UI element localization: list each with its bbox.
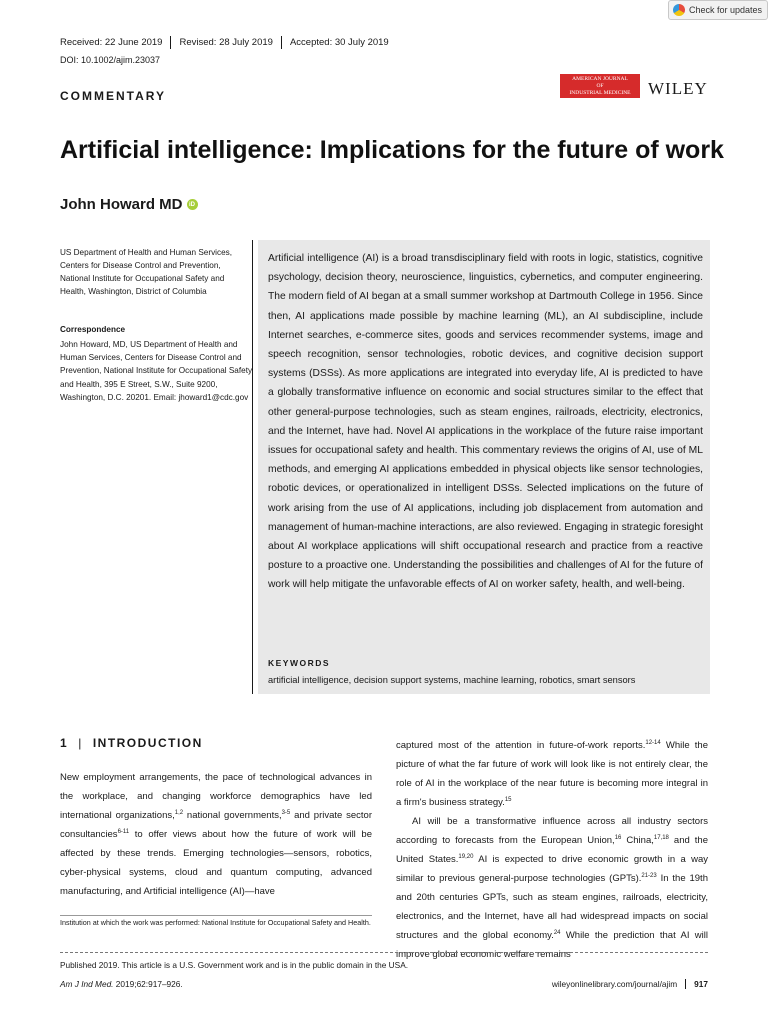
citation[interactable]: 24 bbox=[553, 929, 561, 936]
citation[interactable]: 15 bbox=[504, 796, 512, 803]
body-column-right bbox=[396, 736, 708, 964]
journal-logo bbox=[560, 74, 640, 98]
body-text: AI is expected to drive economic growth in a way similar to previous general-purpose technologies (GPTs). bbox=[396, 854, 709, 884]
citation[interactable]: 1,2 bbox=[174, 809, 184, 816]
author bbox=[60, 196, 198, 213]
abstract: Artificial intelligence (AI) is a broad transdisciplinary field with roots in logic, statistics, cognitive psychology, decision theory, neuroscience, linguistics, cybernetics, and computer engineering. The modern field of AI began at a small summer workshop at Dartmouth College in 1956. Since then, AI applications made possible by machine learning (ML), an AI subdiscipline, include Internet searches, e-commerce sites, goods and services recommender systems, image and speech recognition, sensor technologies, robotic devices, and cognitive decision support systems (DSSs). As more applications are integrated into everyday life, AI is predicted to have a globally transformative influence on economic and social structures similar to the effect that other general-purpose technologies, such as steam engines, railroads, electricity, electronics, and the Internet, have had. Novel AI applications in the workplace of the future raise important issues for occupational safety and health. This commentary reviews the origins of AI, use of ML methods, and emerging AI applications embedded in physical objects like sensor technologies, robotic devices, or operationalized in intelligent DSSs. Selected implications on the future of work arising from the use of AI applications, including job displacement from automation and management of human-machine interactions, are also reviewed. Engaging in strategic foresight about AI workplace applications will shift occupational research and practice from a reactive posture to a proactive one. Understanding the possibilities and challenges of AI for the future of work will help mitigate the unfavorable effects of AI on worker safety, health, and well-being. bbox=[268, 253, 703, 591]
citation[interactable]: 16 bbox=[614, 834, 622, 841]
body-text: China, bbox=[621, 835, 654, 846]
paragraph bbox=[396, 812, 708, 964]
citation[interactable]: 6-11 bbox=[117, 828, 130, 835]
journal-url[interactable]: wileyonlinelibrary.com/journal/ajim bbox=[551, 979, 678, 989]
body-text: and private sector consultancies bbox=[60, 810, 372, 840]
body-text: to offer views about how the future of work will be affected by these trends. Emerging technologies—sensors, robotics, cyber-physical systems, cloud and quantum computing, advanced manufacturing, and Artificial intelligence (AI)—have bbox=[60, 829, 372, 897]
citation[interactable]: 3-5 bbox=[281, 809, 291, 816]
journal-logo-line: AMERICAN JOURNAL bbox=[572, 75, 628, 82]
paragraph bbox=[396, 736, 708, 812]
correspondence: John Howard, MD, US Department of Health and Human Services, Centers for Disease Control and Prevention, National Institute for Occupational Safety and Health, 395 E Street, S.W., Suite 9200, Washington, D.C. 20201. Email: jhoward1@cdc.gov bbox=[60, 340, 253, 402]
citation-details: 2019;62:917–926. bbox=[113, 979, 183, 989]
footnote: Institution at which the work was performed: National Institute for Occupational Safety and Health. bbox=[60, 918, 371, 927]
author-name: John Howard MD bbox=[60, 196, 183, 213]
check-for-updates-label: Check for updates bbox=[689, 5, 763, 15]
footnote-rule bbox=[60, 915, 372, 916]
correspondence-heading: Correspondence bbox=[60, 325, 126, 334]
doi: DOI: 10.1002/ajim.23037 bbox=[60, 55, 161, 65]
published-note: Published 2019. This article is a U.S. Government work and is in the public domain in the USA. bbox=[60, 960, 409, 970]
article-dates bbox=[60, 36, 397, 49]
journal-abbrev: Am J Ind Med. bbox=[60, 979, 114, 989]
citation[interactable]: 12-14 bbox=[645, 739, 661, 746]
section-title: INTRODUCTION bbox=[92, 736, 203, 750]
body-text: In the 19th and 20th centuries GPTs, such as steam engines, railroads, electricity, electronics, and the Internet, have all had widespread impacts on social structures and the global economy. bbox=[396, 873, 708, 941]
revised-date: Revised: 28 July 2019 bbox=[170, 36, 280, 49]
body-text: and the United States. bbox=[396, 835, 708, 865]
check-for-updates-button[interactable] bbox=[668, 0, 768, 20]
section-separator: | bbox=[78, 736, 83, 750]
citation[interactable]: 21-23 bbox=[641, 872, 657, 879]
page-number: 917 bbox=[685, 979, 708, 989]
abstract-divider bbox=[252, 240, 253, 694]
citation[interactable]: 19,20 bbox=[458, 853, 474, 860]
section-label: COMMENTARY bbox=[60, 89, 166, 103]
affiliation: US Department of Health and Human Services, Centers for Disease Control and Prevention, National Institute for Occupational Safety and Health, Washington, District of Columbia bbox=[60, 248, 233, 296]
orcid-icon[interactable]: iD bbox=[187, 199, 198, 210]
received-date: Received: 22 June 2019 bbox=[60, 37, 163, 48]
journal-logo-line: OF bbox=[596, 82, 604, 89]
accepted-date: Accepted: 30 July 2019 bbox=[281, 36, 397, 49]
body-text: national governments, bbox=[183, 810, 282, 821]
body-text: While the prediction that AI will improve global economic welfare remains bbox=[396, 930, 708, 960]
publisher-logo: WILEY bbox=[648, 79, 708, 98]
body-text: New employment arrangements, the pace of technological advances in the workplace, and changing workforce demographics have led international organizations, bbox=[60, 772, 372, 821]
article-title: Artificial intelligence: Implications for the future of work bbox=[60, 136, 724, 164]
keywords: artificial intelligence, decision support systems, machine learning, robotics, smart sensors bbox=[268, 675, 636, 685]
body-text: While the picture of what the far future of work will look like is not entirely clear, the role of AI in the workplace of the near future is becoming more integral in a firm's business strategy. bbox=[396, 740, 708, 808]
keywords-heading: KEYWORDS bbox=[268, 658, 331, 668]
footer-right bbox=[552, 979, 708, 989]
section-heading bbox=[60, 736, 203, 750]
citation[interactable]: 17,18 bbox=[653, 834, 669, 841]
crossmark-icon bbox=[673, 4, 685, 16]
journal-citation bbox=[60, 979, 183, 989]
body-text: captured most of the attention in future-of-work reports. bbox=[396, 740, 646, 751]
body-text: AI will be a transformative influence across all industry sectors according to forecasts from the European Union, bbox=[396, 816, 708, 846]
body-column-left bbox=[60, 768, 372, 901]
section-number: 1 bbox=[60, 736, 69, 750]
footer-divider bbox=[60, 952, 708, 953]
journal-logo-line: INDUSTRIAL MEDICINE bbox=[569, 89, 631, 96]
